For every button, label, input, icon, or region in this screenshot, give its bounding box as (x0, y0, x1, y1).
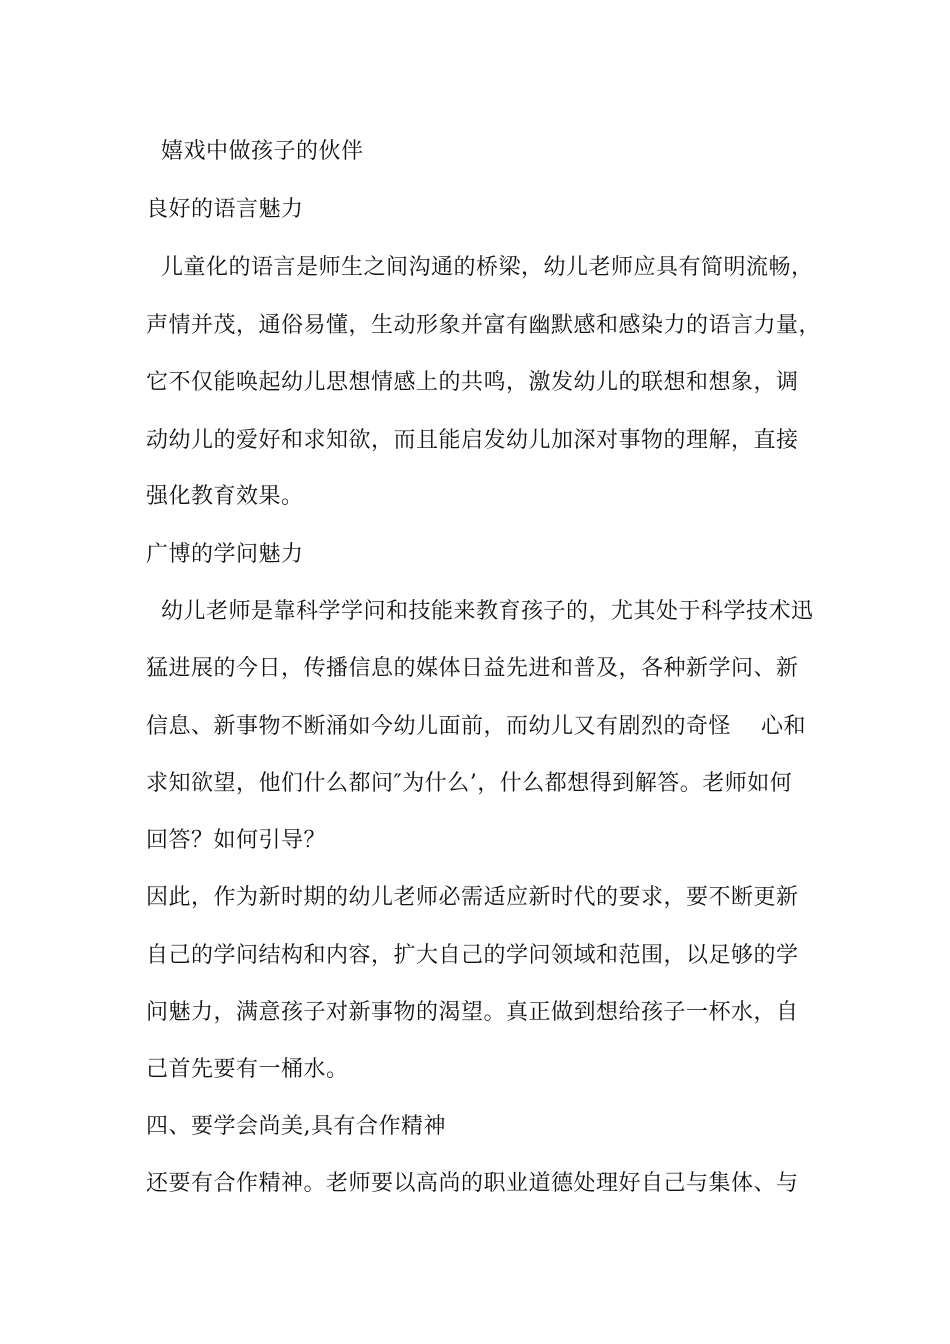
body-text-line: 声情并茂，通俗易懂，生动形象并富有幽默感和感染力的语言力量， (146, 313, 822, 338)
section-heading: 四、要学会尚美,具有合作精神 (146, 1114, 446, 1139)
body-text-line: 己首先要有一桶水。 (146, 1057, 349, 1082)
body-text-line: 动幼儿的爱好和求知欲，而且能启发幼儿加深对事物的理解，直接 (146, 428, 799, 453)
body-text-line: 还要有合作精神。老师要以高尚的职业道德处理好自己与集体、与 (146, 1171, 799, 1196)
body-text-line: 强化教育效果。 (146, 484, 304, 509)
body-text-line: 它不仅能唤起幼儿思想情感上的共鸣，激发幼儿的联想和想象，调 (146, 370, 799, 395)
body-text-line: 回答？如何引导？ (146, 828, 327, 853)
section-heading: 广博的学问魅力 (146, 542, 304, 567)
body-text-line: 幼儿老师是靠科学学问和技能来教育孩子的，尤其处于科学技术迅 (146, 599, 814, 624)
body-text-line: 因此，作为新时期的幼儿老师必需适应新时代的要求，要不断更新 (146, 885, 799, 910)
body-text-line: 猛进展的今日，传播信息的媒体日益先进和普及，各种新学问、新 (146, 656, 799, 681)
section-heading: 嬉戏中做孩子的伙伴 (146, 139, 364, 164)
body-text-line: 信息、新事物不断涌如今幼儿面前，而幼儿又有剧烈的奇怪 心和 (146, 714, 806, 739)
body-text-line: 求知欲望，他们什么都问″为什么’，什么都想得到解答。老师如何 (146, 771, 793, 796)
body-text-line: 自己的学问结构和内容，扩大自己的学问领域和范围，以足够的学 (146, 943, 799, 968)
body-text-line: 儿童化的语言是师生之间沟通的桥梁，幼儿老师应具有简明流畅， (146, 255, 814, 280)
body-text-line: 问魅力，满意孩子对新事物的渴望。真正做到想给孩子一杯水，自 (146, 1000, 799, 1025)
section-heading: 良好的语言魅力 (146, 197, 304, 222)
